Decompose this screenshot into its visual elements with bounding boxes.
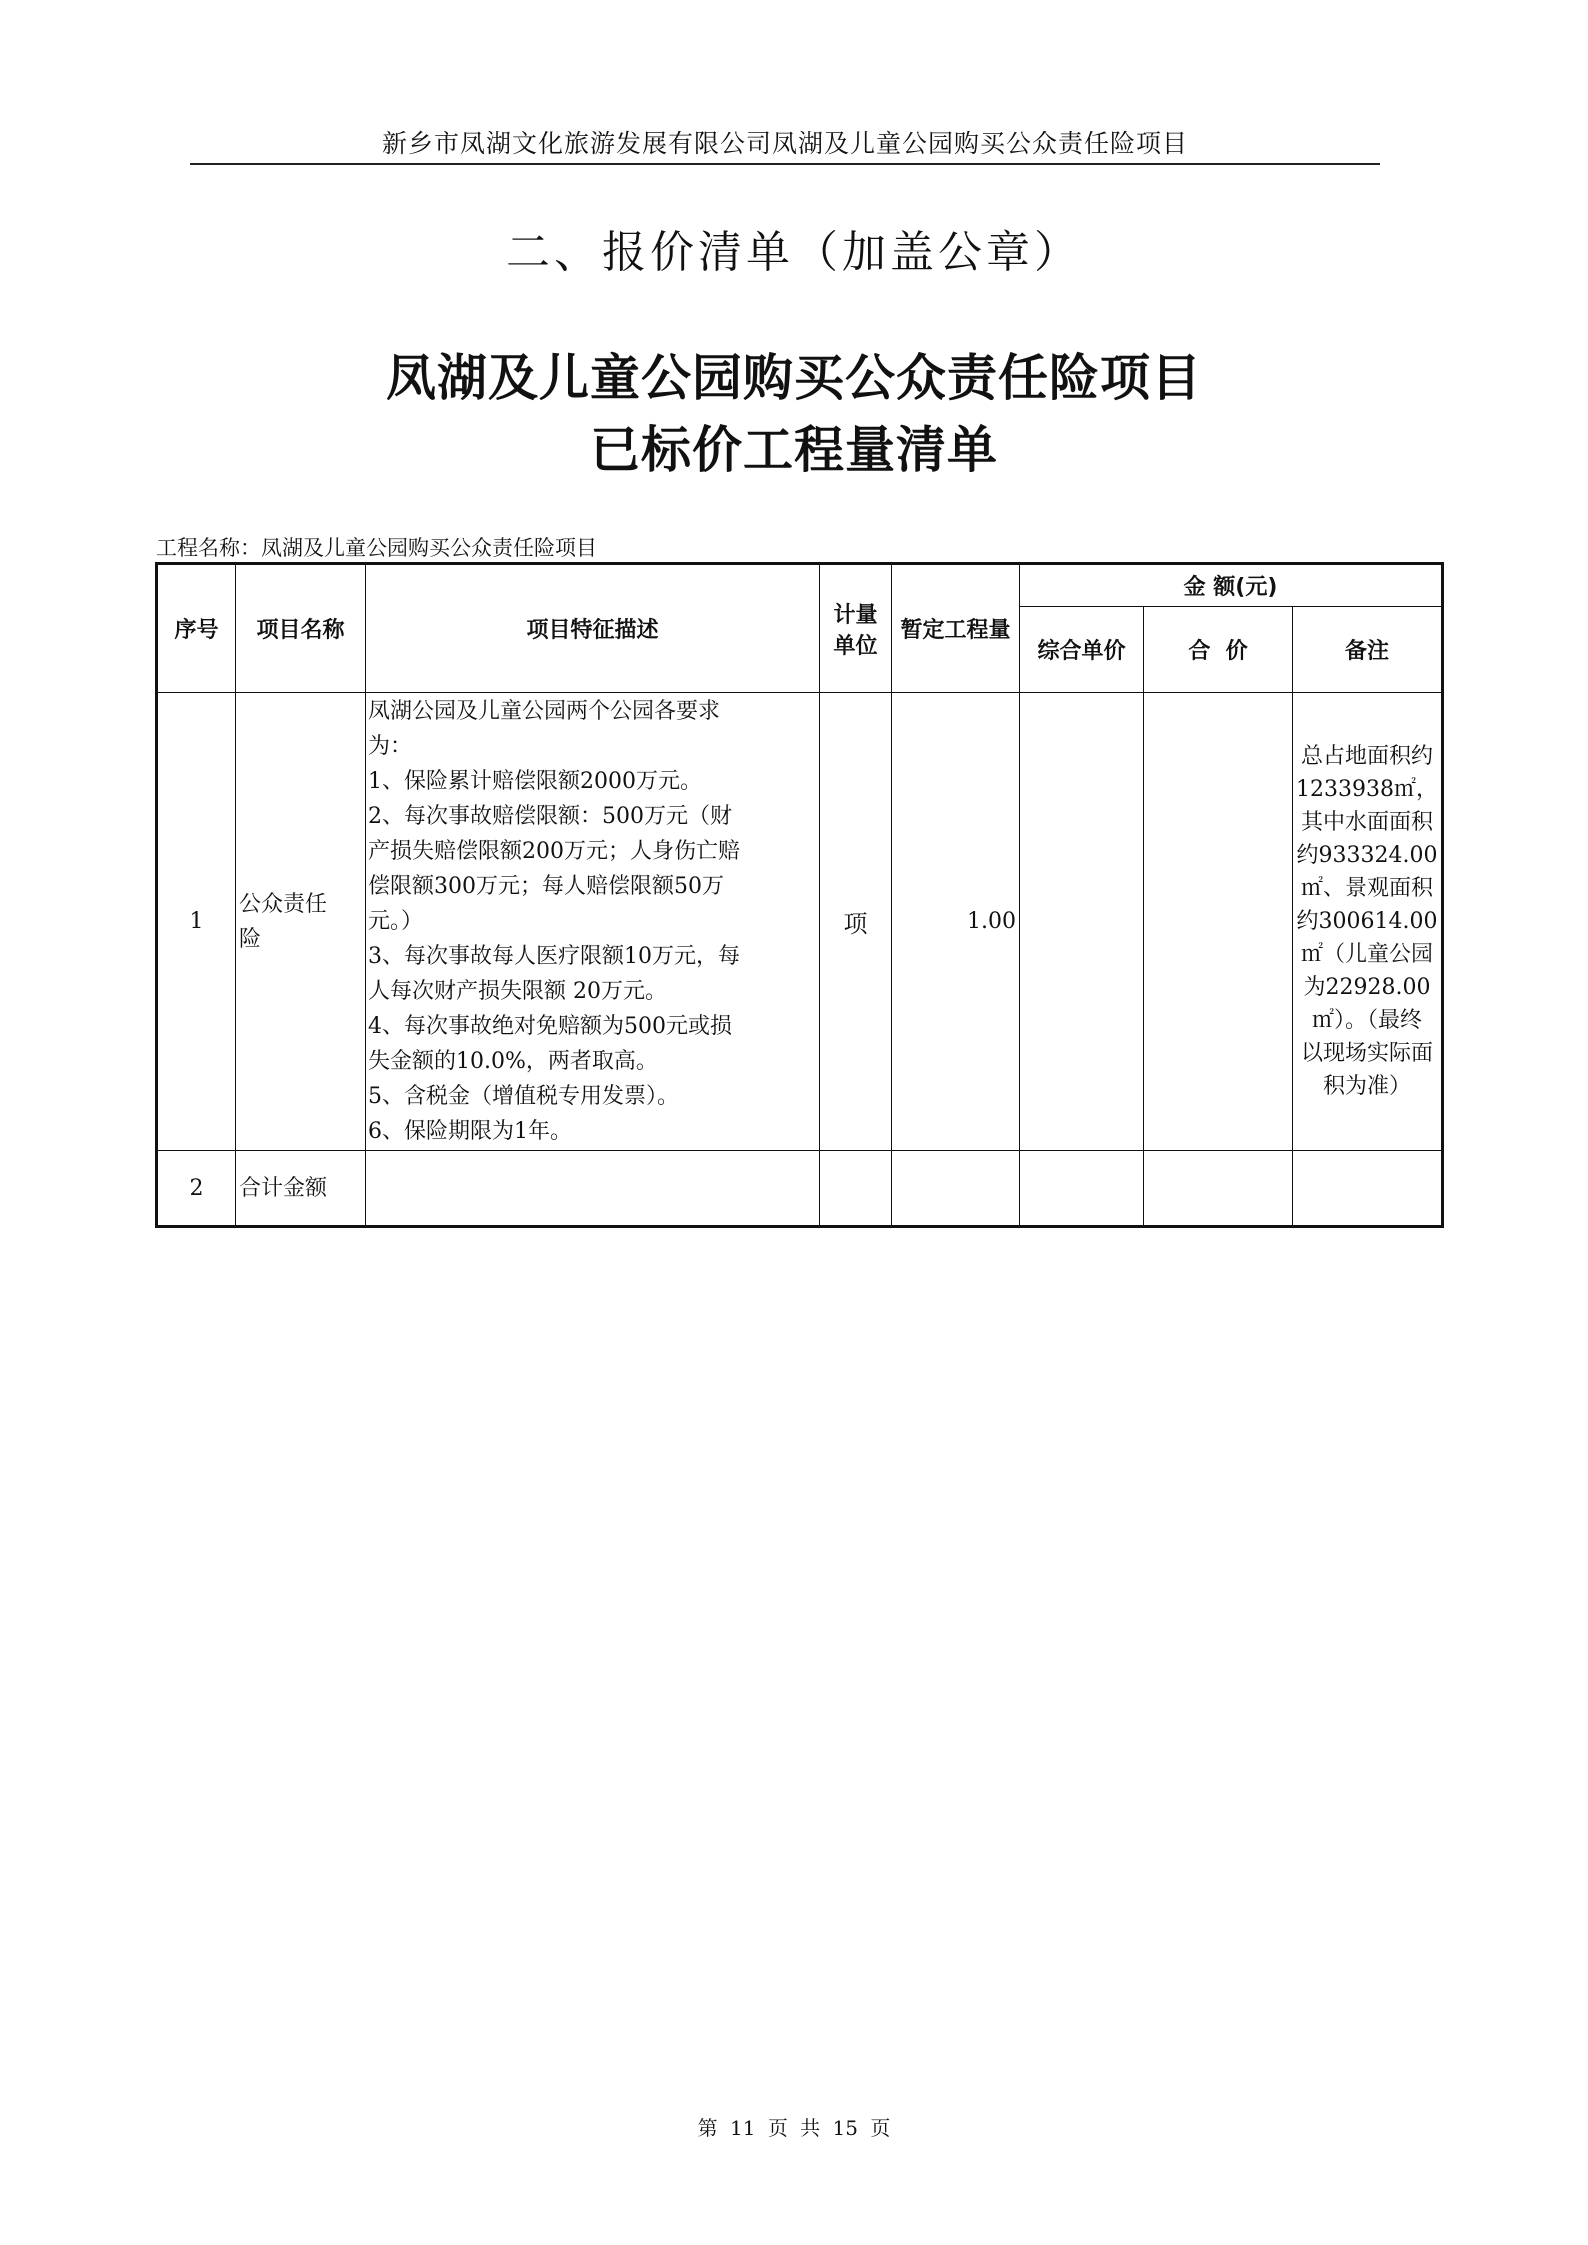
header-amount-group: 金 额(元) [1020, 564, 1443, 607]
description-line: 1、保险累计赔偿限额2000万元。 [368, 769, 702, 794]
row-2-quantity [892, 1151, 1020, 1227]
header-description: 项目特征描述 [366, 564, 820, 693]
header-item-name: 项目名称 [236, 564, 366, 693]
main-title-line-1: 凤湖及儿童公园购买公众责任险项目 [386, 349, 1202, 407]
table-row [157, 1151, 1443, 1227]
row-1-seq: 1 [157, 693, 236, 1151]
description-line: 元。） [368, 909, 424, 934]
header-total-price: 合 价 [1144, 607, 1293, 693]
description-line: 2、每次事故赔偿限额：500万元（财 [368, 804, 732, 829]
header-unit-line-2: 单位 [833, 633, 878, 659]
header-seq: 序号 [157, 564, 236, 693]
running-header: 新乡市凤湖文化旅游发展有限公司凤湖及儿童公园购买公众责任险项目 [381, 129, 1188, 158]
remark-line: 约300614.00 [1296, 909, 1438, 934]
main-title-line-2: 已标价工程量清单 [590, 421, 998, 479]
page-number: 第 11 页 共 15 页 [697, 2116, 891, 2140]
header-remark: 备注 [1293, 607, 1443, 693]
row-2-description [366, 1151, 820, 1227]
row-2-seq: 2 [157, 1151, 236, 1227]
row-1-unit: 项 [820, 693, 892, 1151]
description-line: 4、每次事故绝对免赔额为500元或损 [368, 1014, 732, 1039]
row-2-remark [1293, 1151, 1443, 1227]
header-unit-price: 综合单价 [1020, 607, 1144, 693]
remark-line: 约933324.00 [1296, 843, 1438, 868]
row-1-item-name [236, 693, 366, 1151]
row-1-description [366, 693, 820, 1151]
row-1-remark [1293, 693, 1443, 1151]
row-2-unit-price [1020, 1151, 1144, 1227]
remark-line: 1233938㎡， [1296, 777, 1438, 802]
header-divider [190, 163, 1380, 165]
row-2-item-name: 合计金额 [236, 1151, 366, 1227]
description-line: 失金额的10.0%，两者取高。 [368, 1049, 658, 1074]
description-line: 产损失赔偿限额200万元；人身伤亡赔 [368, 839, 740, 864]
header-quantity: 暂定工程量 [892, 564, 1020, 693]
remark-line: 以现场实际面 [1301, 1041, 1434, 1066]
row-1-unit-price [1020, 693, 1144, 1151]
row-1-item-name-line: 险 [239, 926, 262, 952]
row-2-unit [820, 1151, 892, 1227]
header-unit-line-1: 计量 [833, 602, 878, 628]
description-line: 偿限额300万元；每人赔偿限额50万 [368, 874, 724, 899]
section-title: 二、报价清单（加盖公章） [506, 227, 1082, 278]
row-1-quantity: 1.00 [892, 693, 1020, 1151]
description-line: 人每次财产损失限额 20万元。 [368, 979, 667, 1004]
remark-line: 积为准） [1323, 1074, 1412, 1099]
description-line: 5、含税金（增值税专用发票）。 [368, 1084, 679, 1109]
remark-line: 总占地面积约 [1301, 744, 1434, 769]
remark-line: ㎡（儿童公园 [1301, 942, 1434, 967]
header-unit [820, 564, 892, 693]
description-line: 为： [368, 734, 413, 759]
project-name-line: 工程名称：凤湖及儿童公园购买公众责任险项目 [156, 536, 597, 560]
quotation-table [155, 562, 1444, 1228]
row-1-total-price [1144, 693, 1293, 1151]
description-line: 凤湖公园及儿童公园两个公园各要求 [368, 699, 721, 724]
row-2-total-price [1144, 1151, 1293, 1227]
description-line: 3、每次事故每人医疗限额10万元，每 [368, 944, 740, 969]
remark-line: 为22928.00 [1303, 975, 1431, 1000]
table-row [157, 693, 1443, 1151]
remark-line: ㎡、景观面积 [1301, 876, 1434, 901]
description-line: 6、保险期限为1年。 [368, 1119, 572, 1144]
remark-line: 其中水面面积 [1301, 810, 1434, 835]
remark-line: ㎡）。（最终 [1312, 1008, 1423, 1033]
row-1-item-name-line: 公众责任 [239, 891, 328, 917]
